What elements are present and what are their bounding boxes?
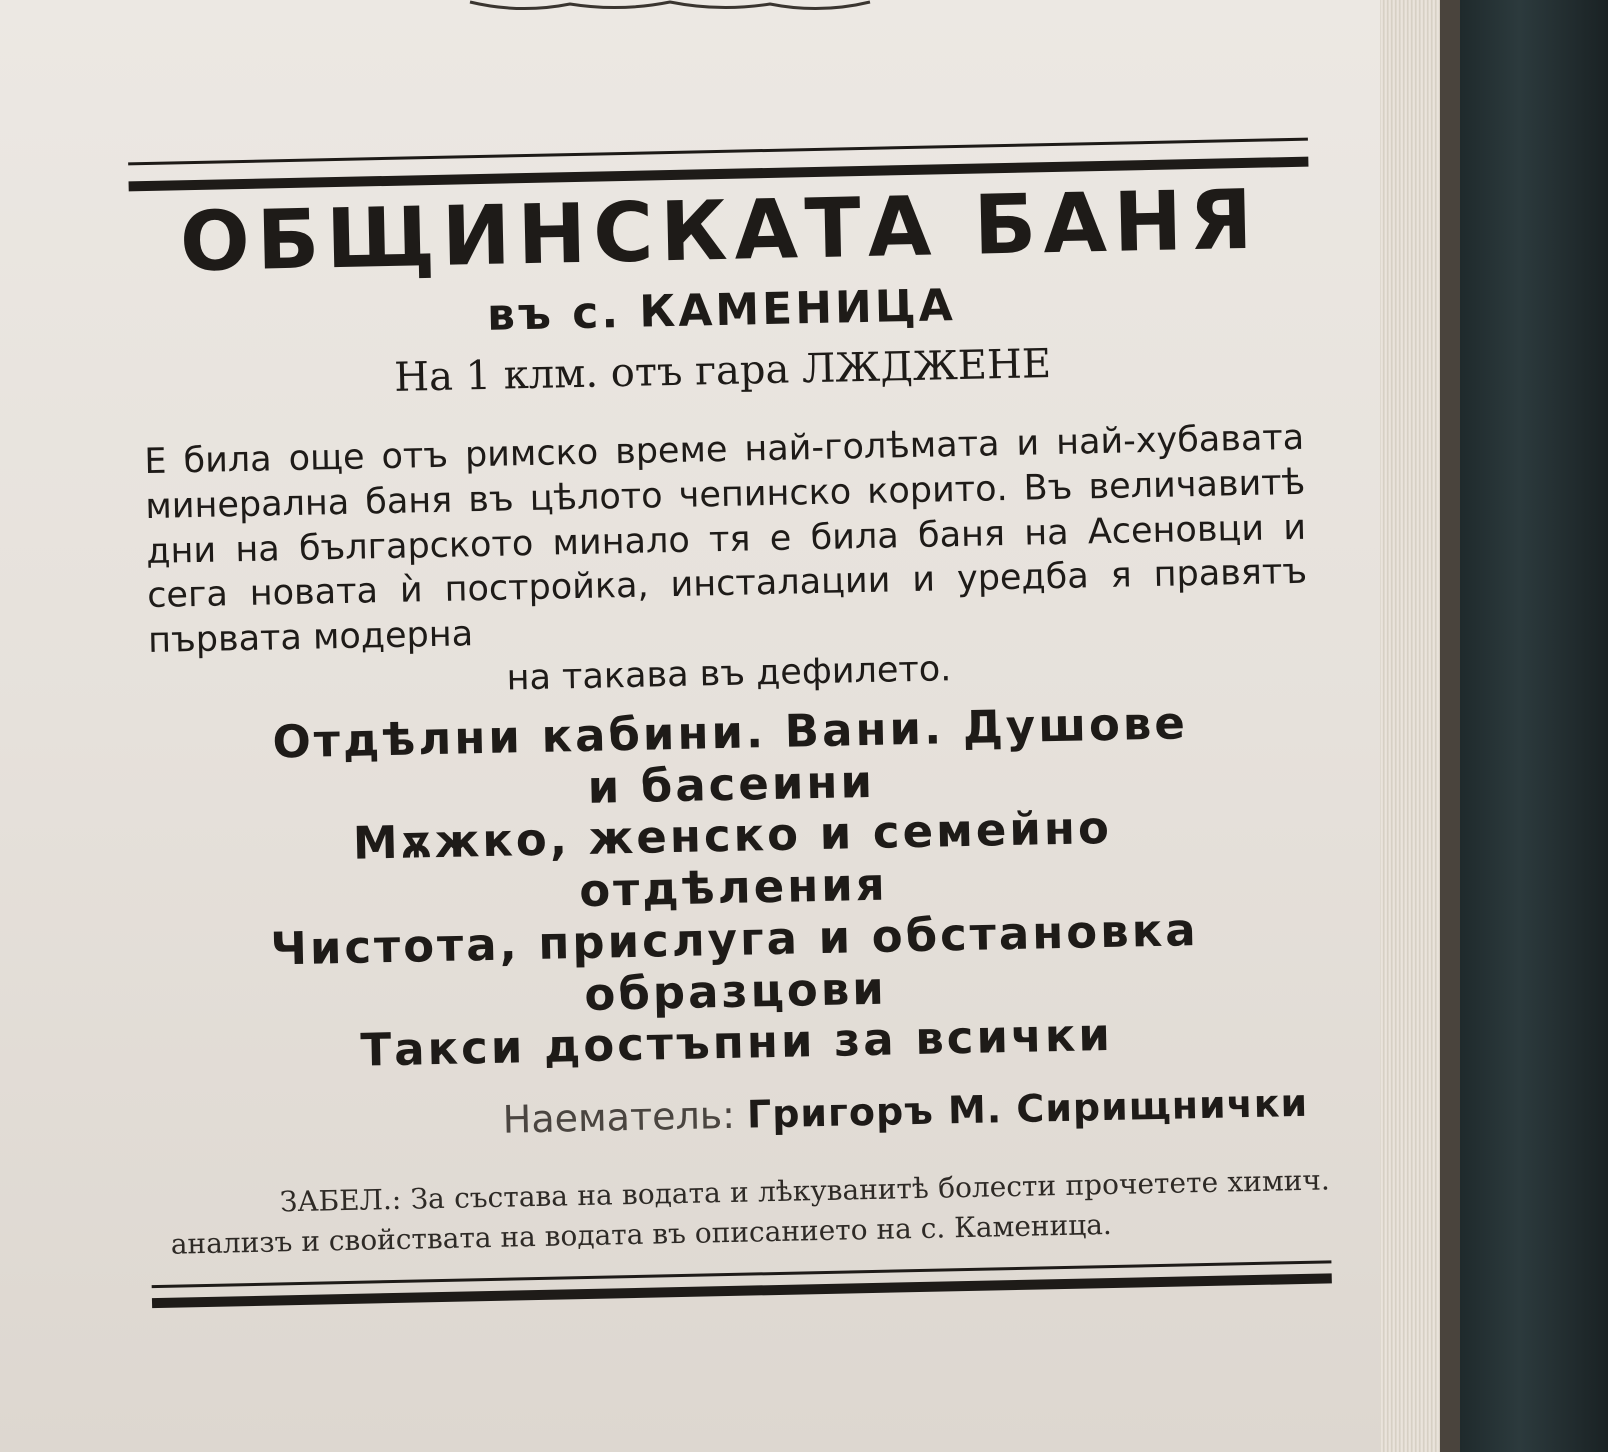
tenant-label: Наематель:: [502, 1092, 736, 1142]
ad-body-last-line: на такава въ дефилето.: [506, 649, 952, 699]
ad-distance: На 1 клм. отъ гара ЛЖДЖЕНЕ: [393, 341, 1052, 401]
gutter-shadow: [1440, 0, 1460, 1452]
feature-line: отдѣления: [578, 857, 889, 918]
ad-subtitle: въ с. КАМЕНИЦА: [486, 280, 957, 341]
feature-line: Отдѣлни кабини. Вани. Душове: [272, 696, 1189, 769]
feature-line: образцови: [583, 961, 888, 1021]
ad-note: ЗАБЕЛ.: За състава на водата и лѣкуванитѣ болести прочетете химич. анализъ и свойствата на водата въ описанието на с. Каменица.: [170, 1163, 1331, 1261]
advertisement: [128, 138, 1332, 1316]
bottom-rules: [152, 1260, 1332, 1308]
feature-line: Мѫжко, женско и семейно: [352, 801, 1113, 871]
tenant-line: [148, 1081, 1309, 1149]
feature-line: Чистота, прислуга и обстановка: [269, 902, 1200, 976]
feature-line: и басеини: [587, 754, 876, 814]
feature-list: [140, 694, 1327, 1081]
book-cover: [1460, 0, 1608, 1452]
ad-body: [144, 416, 1309, 709]
bottom-rule: [152, 1273, 1332, 1308]
page-edges: [1380, 0, 1440, 1452]
feature-line: Такси достъпни за всички: [359, 1008, 1114, 1078]
tenant-name: Григоръ М. Сирищнички: [746, 1080, 1309, 1137]
ad-title: ОБЩИНСКАТА БАНЯ: [179, 172, 1261, 291]
ornament-top: [460, 0, 880, 14]
ad-body-text: Е била още отъ римско време най-голѣмата и най-хубавата минерална баня въ цѣлото чепинско корито. Въ величавитѣ дни на българското минало тя е била баня на Асеновци и сега новата ѝ постройка, инсталации и уредба я правятъ първата модерна: [143, 417, 1308, 662]
